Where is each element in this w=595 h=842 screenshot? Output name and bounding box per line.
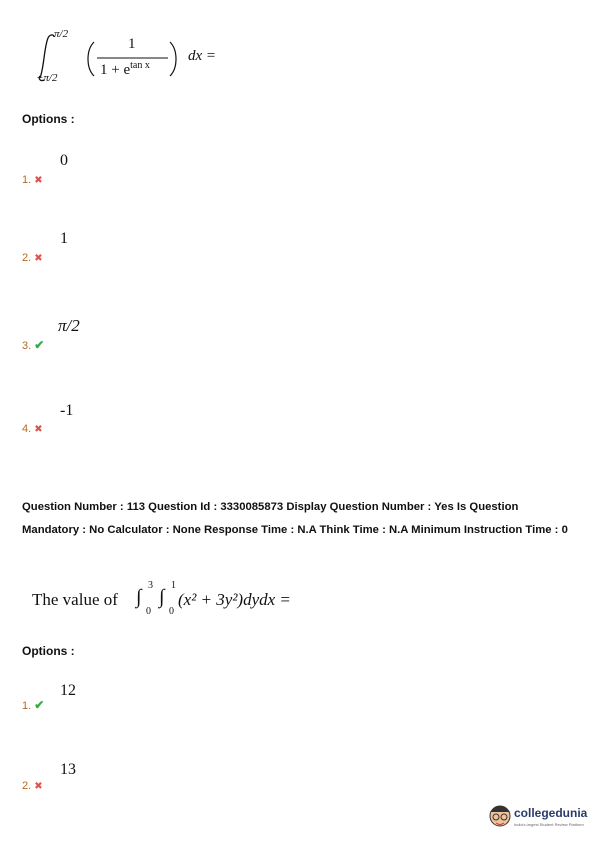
option-2-marker (22, 252, 43, 264)
options-label: Options : (22, 112, 75, 126)
integral-tail: dx = (188, 48, 217, 64)
option-2-marker (22, 780, 43, 792)
option-4-value: -1 (60, 402, 74, 419)
fraction-numerator: 1 (128, 36, 136, 52)
cross-icon: ✖ (34, 253, 43, 264)
check-icon: ✔ (34, 338, 45, 352)
option-3-number: 3. (22, 340, 32, 352)
check-icon: ✔ (34, 698, 45, 712)
logo-name: collegedunia (514, 806, 588, 820)
denominator-exponent: tan x (130, 60, 150, 71)
integral-2-upper: 1 (171, 580, 176, 591)
cross-icon: ✖ (34, 175, 43, 186)
option-2-value: 13 (60, 761, 76, 778)
option-4-number: 4. (22, 423, 32, 435)
option-2-value: 1 (60, 230, 68, 247)
integral-2-lower: 0 (169, 606, 174, 617)
logo-tagline: India's largest Student Review Platform (514, 822, 584, 827)
option-1-value: 12 (60, 682, 76, 699)
integral-1-upper: 3 (148, 580, 153, 591)
option-1-value: 0 (60, 152, 68, 169)
integral-2-sign: ∫ (159, 586, 165, 608)
integral-1-sign: ∫ (136, 586, 142, 608)
option-3-marker (22, 338, 44, 352)
cross-icon: ✖ (34, 781, 43, 792)
option-3-value: π/2 (58, 316, 80, 335)
cross-icon: ✖ (34, 424, 43, 435)
question-2-text (32, 580, 362, 620)
fraction-denominator (100, 60, 150, 79)
mascot-icon (488, 802, 512, 830)
option-1-marker (22, 698, 44, 712)
integral-upper-limit: π/2 (54, 28, 69, 40)
option-2-number: 2. (22, 252, 32, 264)
option-2-number: 2. (22, 780, 32, 792)
option-1-number: 1. (22, 174, 32, 186)
option-1-number: 1. (22, 700, 32, 712)
question-2-prefix: The value of (32, 590, 118, 609)
denominator-base: 1 + e (100, 62, 131, 78)
question-1-expression (30, 28, 250, 88)
collegedunia-logo (488, 800, 592, 832)
option-4-marker (22, 423, 43, 435)
option-1-marker (22, 174, 43, 186)
integrand: (x² + 3y²)dydx = (178, 590, 291, 609)
integral-lower-limit: −π/2 (36, 72, 58, 84)
integral-1-lower: 0 (146, 606, 151, 617)
question-metadata: Question Number : 113 Question Id : 3330085873 Display Question Number : Yes Is Question Mandatory : No Calculator : None Response Time : N.A Think Time : N.A Minimum Instruction Time : 0 (22, 501, 568, 536)
options-label: Options : (22, 644, 75, 658)
